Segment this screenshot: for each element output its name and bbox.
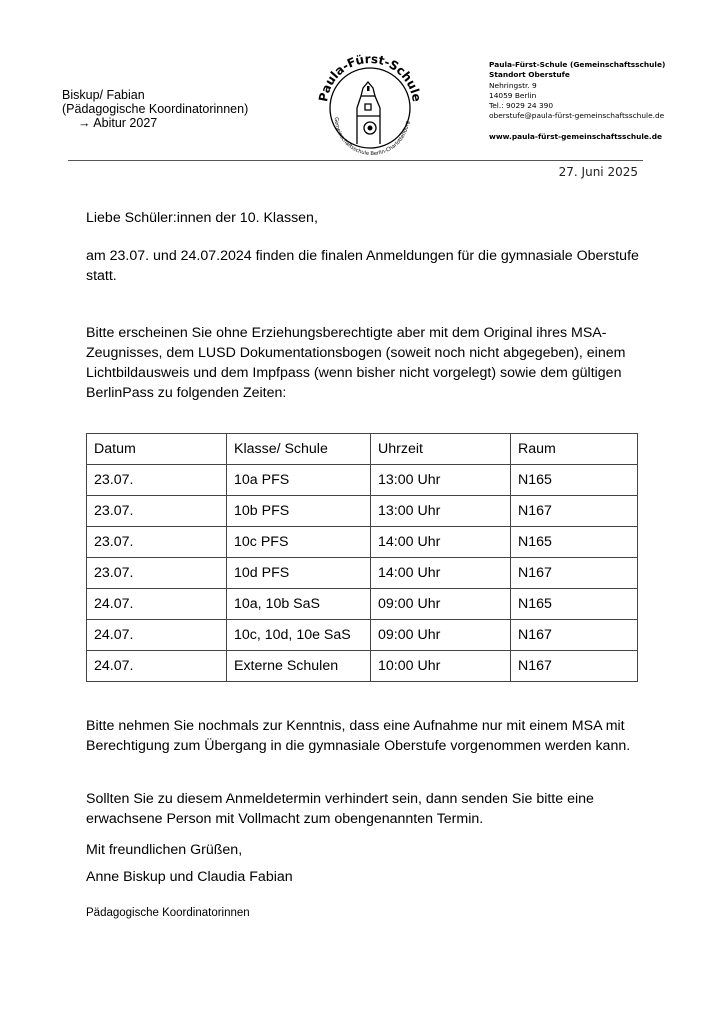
- absence-note: Sollten Sie zu diesem Anmeldetermin verhindert sein, dann senden Sie bitte eine erwachsene Person mit Vollmacht zum obengenannten Termin.: [86, 791, 594, 827]
- table-cell: 13:00 Uhr: [371, 465, 511, 496]
- table-row: [87, 651, 638, 682]
- school-logo-graphic: [305, 46, 435, 164]
- arrow-right-icon: →: [78, 116, 91, 130]
- table-cell: 13:00 Uhr: [371, 496, 511, 527]
- table-cell: 23.07.: [87, 558, 227, 589]
- table-cell: 10a, 10b SaS: [227, 589, 371, 620]
- salutation: Liebe Schüler:innen der 10. Klassen,: [86, 210, 318, 226]
- table-cell: 10:00 Uhr: [371, 651, 511, 682]
- table-row: [87, 620, 638, 651]
- school-website: www.paula-fürst-gemeinschaftsschule.de: [489, 131, 663, 141]
- header-divider: [68, 160, 643, 161]
- table-cell: 24.07.: [87, 589, 227, 620]
- table-row: [87, 558, 638, 589]
- school-name: Paula-Fürst-Schule (Gemeinschaftsschule): [489, 60, 666, 69]
- table-row: [87, 527, 638, 558]
- sender-names: Biskup/ Fabian: [62, 88, 145, 102]
- table-cell: 23.07.: [87, 496, 227, 527]
- table-cell: 09:00 Uhr: [371, 589, 511, 620]
- cohort-line: [62, 116, 248, 130]
- table-cell: 10c PFS: [227, 527, 371, 558]
- sender-role: (Pädagogische Koordinatorinnen): [62, 102, 249, 116]
- table-cell: N167: [511, 496, 638, 527]
- table-cell: 09:00 Uhr: [371, 620, 511, 651]
- school-street: Nehringstr. 9: [489, 80, 537, 90]
- table-cell: N167: [511, 558, 638, 589]
- cohort-label: Abitur 2027: [93, 116, 158, 130]
- header-sender: [62, 88, 248, 130]
- table-row: [87, 589, 638, 620]
- logo-title: Paula-Fürst-Schule: [316, 51, 424, 103]
- school-site: Standort Oberstufe: [489, 70, 570, 80]
- admission-note: Bitte nehmen Sie nochmals zur Kenntnis, dass eine Aufnahme nur mit einem MSA mit Berechtigung zum Übergang in die gymnasiale Oberstufe vorgenommen werden kann.: [86, 718, 631, 754]
- svg-text:Gemeinschaftsschule Berlin-Cha: [333, 117, 411, 157]
- table-row: [87, 496, 638, 527]
- table-header-cell: Datum: [87, 434, 227, 465]
- closing: Mit freundlichen Grüßen,: [86, 842, 243, 858]
- school-phone: Tel.: 9029 24 390: [489, 101, 554, 111]
- table-cell: 10b PFS: [227, 496, 371, 527]
- table-cell: 23.07.: [87, 527, 227, 558]
- table-header-cell: Raum: [511, 434, 638, 465]
- table-row: [87, 465, 638, 496]
- signatories: Anne Biskup und Claudia Fabian: [86, 869, 293, 885]
- signatory-role: Pädagogische Koordinatorinnen: [86, 907, 250, 919]
- school-logo: [305, 46, 435, 164]
- table-cell: 10d PFS: [227, 558, 371, 589]
- table-cell: 14:00 Uhr: [371, 558, 511, 589]
- letter-date: 27. Juni 2025: [558, 165, 638, 179]
- schedule-table: [86, 433, 638, 682]
- table-cell: 24.07.: [87, 620, 227, 651]
- table-cell: N167: [511, 620, 638, 651]
- table-cell: N165: [511, 527, 638, 558]
- school-city: 14059 Berlin: [489, 90, 537, 100]
- table-cell: 24.07.: [87, 651, 227, 682]
- table-header-cell: Klasse/ Schule: [227, 434, 371, 465]
- table-cell: N165: [511, 465, 638, 496]
- school-address: [489, 60, 665, 142]
- logo-subtitle: Gemeinschaftsschule Berlin-Charlottenburg: [332, 117, 411, 158]
- table-cell: N167: [511, 651, 638, 682]
- table-cell: N165: [511, 589, 638, 620]
- table-cell: 10c, 10d, 10e SaS: [227, 620, 371, 651]
- table-cell: 10a PFS: [227, 465, 371, 496]
- intro-paragraph: am 23.07. und 24.07.2024 finden die finalen Anmeldungen für die gymnasiale Oberstufe statt.: [86, 248, 639, 284]
- table-header-row: [87, 434, 638, 465]
- table-header-cell: Uhrzeit: [371, 434, 511, 465]
- table-cell: 14:00 Uhr: [371, 527, 511, 558]
- table-cell: Externe Schulen: [227, 651, 371, 682]
- table-cell: 23.07.: [87, 465, 227, 496]
- school-email: oberstufe@paula-fürst-gemeinschaftsschule.de: [489, 111, 665, 121]
- instructions-paragraph: Bitte erscheinen Sie ohne Erziehungsberechtigte aber mit dem Original ihres MSA-Zeugnisses, dem LUSD Dokumentationsbogen (soweit noch nicht abgegeben), einem Lichtbildausweis und dem Impfpass (wenn bisher nicht vorgelegt) sowie dem gültigen BerlinPass zu folgenden Zeiten:: [86, 325, 626, 401]
